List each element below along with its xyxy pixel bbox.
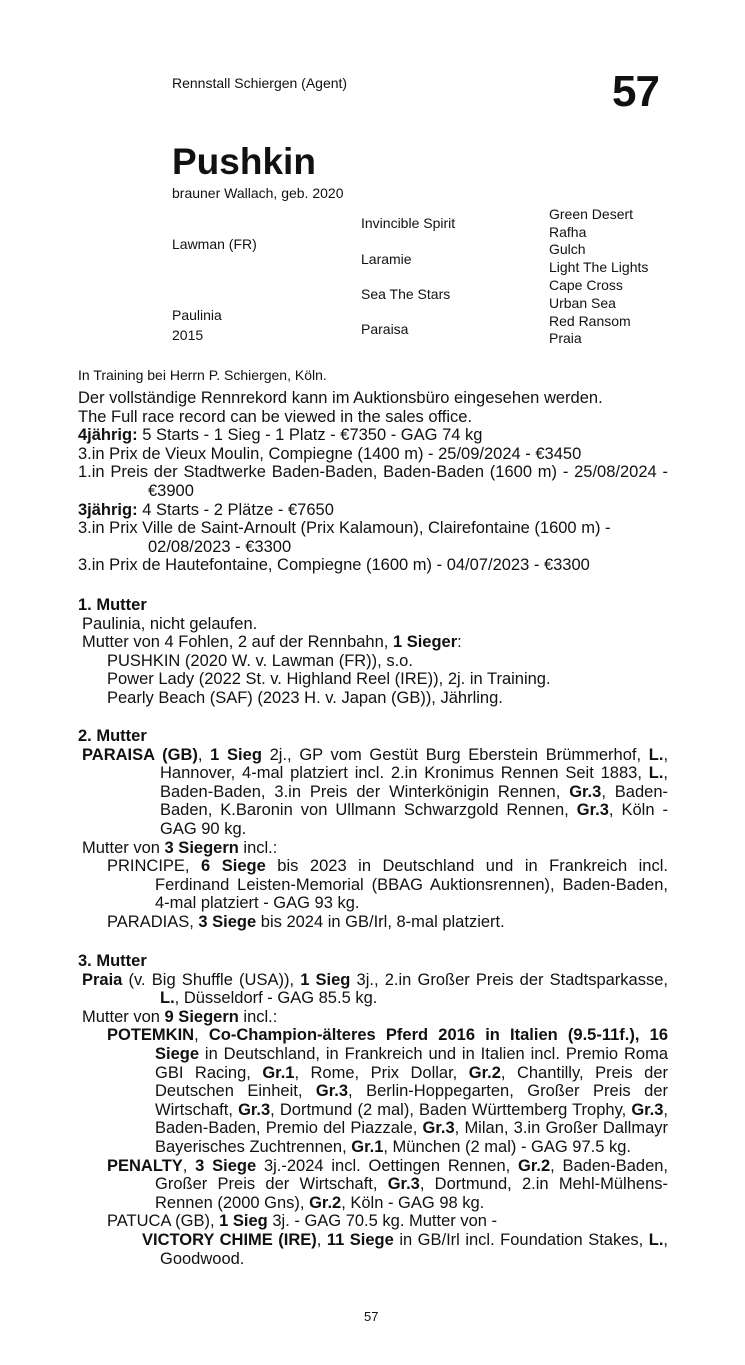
dam2-main — [78, 746, 668, 839]
text: , — [194, 1026, 209, 1045]
dam2-winners-line — [78, 839, 668, 858]
text: , — [182, 1156, 196, 1175]
text: Mutter von 4 Fohlen, 2 auf der Rennbahn, — [82, 633, 393, 652]
text: , Dortmund (2 mal), Baden Württemberg Trophy, — [270, 1100, 632, 1119]
race-entry: 1.in Preis der Stadtwerke Baden-Baden, Baden-Baden (1600 m) - 25/08/2024 - €3900 — [78, 463, 668, 500]
bold-text: 9 Siegern — [164, 1007, 239, 1026]
text: 2j., GP vom Gestüt Burg Eberstein Brümmerhof, — [261, 745, 649, 764]
bold-text: Gr.1 — [351, 1137, 384, 1156]
bold-text: L. — [648, 764, 664, 783]
bold-text: 1 Sieg — [219, 1212, 268, 1231]
bold-text: Praia — [82, 970, 123, 989]
text: , Hannover, 4-mal platziert incl. 2.in Kronimus Rennen Seit 1883, — [160, 745, 669, 783]
text: , — [316, 1230, 327, 1249]
text: PATUCA (GB), — [107, 1212, 220, 1231]
dam3-main — [78, 971, 668, 1008]
bold-text: VICTORY CHIME (IRE) — [142, 1230, 317, 1249]
text: incl.: — [238, 838, 278, 857]
pedigree-grandparent: Sea The Stars — [361, 286, 451, 302]
race-entry: 3.in Prix de Hautefontaine, Compiegne (1600 m) - 04/07/2023 - €3300 — [78, 556, 590, 575]
text: (v. Big Shuffle (USA)), — [122, 970, 301, 989]
pedigree-great-grandparent: Cape Cross — [549, 277, 623, 293]
pedigree-great-grandparent: Gulch — [549, 241, 586, 257]
text: bis 2023 in Deutschland und in Frankreich incl. Ferdinand Leisten-Memorial (BBAG Auktionsrennen), Baden-Baden, 4-mal platziert - GAG 93 kg. — [155, 857, 668, 913]
text: 3j., 2.in Großer Preis der Stadtsparkasse, — [350, 970, 668, 989]
bold-text: POTEMKIN — [107, 1026, 195, 1045]
text: , Chantilly, Preis der Deutschen Einheit, — [155, 1063, 668, 1101]
bold-text: Gr.2 — [468, 1063, 501, 1082]
bold-text: Gr.3 — [387, 1175, 420, 1194]
age4-summary-text: 5 Starts - 1 Sieg - 1 Platz - €7350 - GAG 74 kg — [137, 426, 483, 445]
text: , Köln - GAG 98 kg. — [341, 1193, 485, 1212]
foal-entry: Pearly Beach (SAF) (2023 H. v. Japan (GB)), Jährling. — [107, 688, 503, 707]
dam2-title: 2. Mutter — [78, 727, 147, 745]
race-record-note-en: The Full race record can be viewed in the sales office. — [78, 407, 473, 426]
page-number: 57 — [364, 1309, 379, 1324]
bold-text: 3 Siegern — [164, 838, 239, 857]
pedigree-dam: Paulinia — [172, 307, 222, 323]
text: , München (2 mal) - GAG 97.5 kg. — [383, 1137, 631, 1156]
race-entry: 3.in Prix de Vieux Moulin, Compiegne (1400 m) - 25/09/2024 - €3450 — [78, 444, 582, 463]
text: , Baden-Baden, Großer Preis der Wirtschaft, — [155, 1156, 669, 1194]
bold-text: Gr.2 — [309, 1193, 342, 1212]
pedigree-great-grandparent: Urban Sea — [549, 295, 616, 311]
foal-entry: Power Lady (2022 St. v. Highland Reel (IRE)), 2j. in Training. — [107, 670, 551, 689]
text: in Deutschland, in Frankreich und in Italien incl. Premio Roma GBI Racing, — [155, 1044, 668, 1082]
text: Mutter von — [82, 838, 165, 857]
text: incl.: — [238, 1007, 278, 1026]
dam1-produce-line — [78, 633, 668, 652]
pedigree-sire: Lawman (FR) — [172, 236, 257, 252]
progeny-entry — [78, 1026, 668, 1156]
text: , Dortmund, 2.in Mehl-Mülhens-Rennen (2000 Gns), — [155, 1175, 668, 1212]
dam1-title: 1. Mutter — [78, 596, 147, 614]
dam3-section — [78, 952, 668, 1268]
text: , Rome, Prix Dollar, — [294, 1063, 469, 1082]
text: , Düsseldorf - GAG 85.5 kg. — [174, 989, 378, 1008]
bold-text: L. — [160, 989, 175, 1008]
dam2-section — [78, 727, 668, 932]
age3-summary — [78, 501, 668, 520]
pedigree-great-grandparent: Light The Lights — [549, 259, 649, 275]
bold-text: 6 Siege — [201, 857, 266, 876]
dam3-winners-line — [78, 1008, 668, 1027]
text: , — [197, 745, 211, 764]
bold-text: 1 Sieg — [210, 745, 262, 764]
text: , Berlin-Hoppegarten, Großer Preis der Wirtschaft, — [155, 1082, 668, 1119]
text: 3j. - GAG 70.5 kg. Mutter von - — [267, 1212, 498, 1231]
text: PARADIAS, — [107, 912, 199, 931]
pedigree-grandparent: Paraisa — [361, 321, 409, 337]
text: in GB/Irl incl. Foundation Stakes, — [393, 1230, 649, 1249]
text: bis 2024 in GB/Irl, 8-mal platziert. — [256, 912, 505, 931]
dam3-title: 3. Mutter — [78, 952, 147, 970]
text: , Baden-Baden, 3.in Preis der Winterkönigin Rennen, — [160, 764, 668, 801]
bold-text: Gr.3 — [422, 1119, 455, 1138]
text: , Goodwood. — [160, 1230, 668, 1268]
horse-description: brauner Wallach, geb. 2020 — [172, 185, 344, 201]
bold-text: L. — [648, 1230, 664, 1249]
progeny-entry — [78, 913, 668, 932]
bold-text: 11 Siege — [326, 1230, 394, 1249]
dam1-line: Paulinia, nicht gelaufen. — [82, 614, 258, 633]
pedigree-great-grandparent: Praia — [549, 330, 582, 346]
horse-name: Pushkin — [172, 141, 316, 182]
bold-text: Co-Champion-älteres Pferd 2016 in Italien (9.5-11f.), 16 Siege — [155, 1026, 668, 1063]
text: : — [457, 633, 462, 652]
race-record — [78, 389, 668, 575]
text: 3j.-2024 incl. Oettingen Rennen, — [256, 1156, 519, 1175]
bold-text: PENALTY — [107, 1156, 183, 1175]
pedigree-great-grandparent: Red Ransom — [549, 313, 631, 329]
bold-text: 3 Siege — [198, 912, 257, 931]
race-entry: 3.in Prix Ville de Saint-Arnoult (Prix Kalamoun), Clairefontaine (1600 m) - 02/08/2023 - €3300 — [78, 519, 611, 556]
text: , Milan, 3.in Großer Dallmayr Bayerisches Zuchtrennen, — [155, 1119, 668, 1156]
age3-label: 3jährig: — [78, 500, 138, 519]
progeny-entry — [78, 1157, 668, 1213]
bold-text: 1 Sieg — [300, 970, 351, 989]
age4-summary — [78, 426, 668, 445]
bold-text: Gr.1 — [262, 1063, 295, 1082]
text: , Baden-Baden, K.Baronin von Ullmann Schwarzgold Rennen, — [160, 782, 668, 820]
bold-text: Gr.3 — [315, 1082, 349, 1101]
text: PRINCIPE, — [107, 857, 202, 876]
age4-label: 4jährig: — [78, 426, 138, 445]
pedigree-great-grandparent: Rafha — [549, 224, 587, 240]
progeny-entry — [78, 857, 668, 913]
progeny-entry — [78, 1212, 668, 1231]
pedigree-grandparent: Invincible Spirit — [361, 215, 456, 231]
bold-text: Gr.3 — [631, 1100, 664, 1119]
text: , Köln - GAG 90 kg. — [160, 801, 668, 838]
dam1-section — [78, 596, 668, 708]
bold-text: Gr.3 — [569, 782, 602, 801]
pedigree-grandparent: Laramie — [361, 251, 412, 267]
bold-text: L. — [648, 745, 664, 764]
text: Mutter von — [82, 1007, 165, 1026]
foal-entry: PUSHKIN (2020 W. v. Lawman (FR)), s.o. — [107, 651, 413, 670]
bold-text: PARAISA (GB) — [82, 745, 198, 764]
race-record-note-de: Der vollständige Rennrekord kann im Auktionsbüro eingesehen werden. — [78, 389, 603, 407]
agent-name: Rennstall Schiergen (Agent) — [172, 75, 348, 91]
training-info: In Training bei Herrn P. Schiergen, Köln. — [78, 367, 327, 383]
bold-text: 1 Sieger — [392, 633, 458, 652]
bold-text: Gr.3 — [576, 801, 609, 820]
pedigree-great-grandparent: Green Desert — [549, 206, 634, 222]
age3-summary-text: 4 Starts - 2 Plätze - €7650 — [137, 500, 334, 519]
bold-text: Gr.3 — [238, 1100, 271, 1119]
bold-text: 3 Siege — [195, 1156, 257, 1175]
text: , Baden-Baden, Premio del Piazzale, — [155, 1100, 669, 1138]
pedigree-dam-year: 2015 — [172, 327, 204, 343]
grand-progeny-entry — [78, 1231, 668, 1268]
bold-text: Gr.2 — [518, 1156, 551, 1175]
lot-number: 57 — [612, 67, 659, 116]
